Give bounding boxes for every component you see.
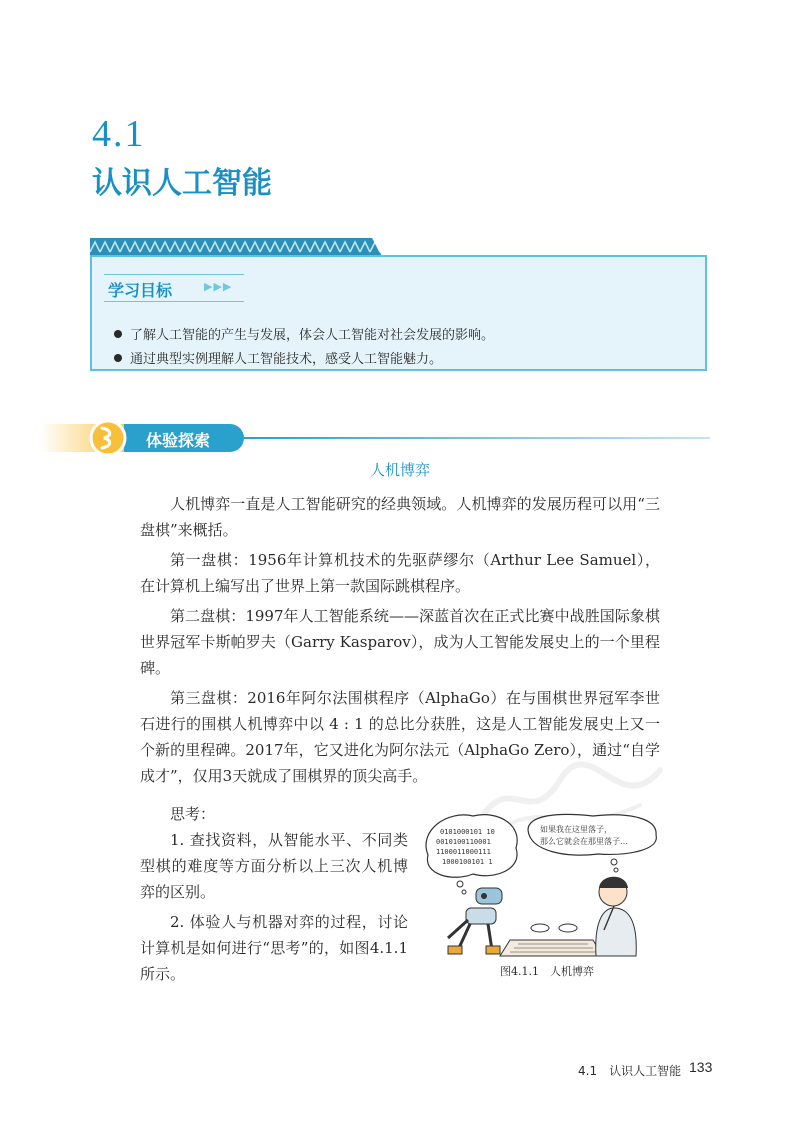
explore-banner-text: 体验探索 (146, 431, 211, 450)
objective-text: 了解人工智能的产生与发展，体会人工智能对社会发展的影响。 (130, 328, 495, 343)
paragraph-intro: 人机博弈一直是人工智能研究的经典领域。人机博弈的发展历程可以用“三盘棋”来概括。 (140, 495, 660, 539)
objective-text: 通过典型实例理解人工智能技术，感受人工智能魅力。 (130, 352, 443, 367)
binary-line: 1100011000111 (436, 848, 491, 856)
learning-objectives-box (90, 255, 707, 371)
paragraph-game-2: 第二盘棋：1997年人工智能系统——深蓝首次在正式比赛中战胜国际象棋世界冠军卡斯帕罗夫（Garry Kasparov），成为人工智能发展史上的一个里程碑。 (140, 607, 660, 677)
objective-item (114, 324, 494, 343)
activity-subtitle: 人机博弈 (369, 461, 430, 479)
human-thought-line: 那么它就会在那里落子… (540, 837, 628, 846)
human-thought-line: 如果我在这里落子， (540, 825, 612, 834)
bullet-icon (114, 354, 122, 362)
bullet-icon (114, 330, 122, 338)
section-title: 认识人工智能 (92, 166, 272, 201)
binary-line: 0010100110001 (436, 838, 491, 846)
banner-rule (244, 437, 710, 439)
page-number: 133 (689, 1059, 713, 1075)
binary-line: 0101000101 10 (440, 828, 495, 836)
figure-caption: 图4.1.1 人机博弈 (500, 965, 594, 978)
human-robot-game-figure (418, 810, 668, 960)
paragraph-game-1: 第一盘棋：1956年计算机技术的先驱萨缪尔（Arthur Lee Samuel），在计算机上编写出了世界上第一款国际跳棋程序。 (140, 551, 660, 595)
objectives-heading-text: 学习目标 (108, 281, 173, 300)
explore-banner (124, 424, 244, 452)
triple-arrow-icon: ▶▶▶ (204, 280, 233, 293)
robot-icon (448, 888, 502, 954)
paragraph-game-3: 第三盘棋：2016年阿尔法围棋程序（AlphaGo）在与围棋世界冠军李世石进行的围棋人机博弈中以 4 : 1 的总比分获胜，这是人工智能发展史上又一个新的里程碑。2017年，它又进化为阿尔法元（AlphaGo Zero），通过“自学成才”，仅用3天就成了围棋界的顶尖高手。 (140, 689, 660, 785)
binary-line: 1000100101 1 (442, 858, 493, 866)
robot-thought-bubble (426, 815, 517, 894)
zigzag-decoration (90, 238, 382, 256)
think-label: 思考： (170, 805, 216, 823)
go-board-icon (500, 924, 603, 956)
human-player-icon (596, 877, 637, 956)
human-thought-bubble (528, 814, 656, 872)
footer-section-label: 4.1 认识人工智能 (578, 1064, 682, 1078)
swirl-icon (88, 416, 128, 460)
question-2: 2. 体验人与机器对弈的过程，讨论计算机是如何进行“思考”的，如图4.1.1所示。 (140, 913, 408, 983)
objectives-heading (104, 274, 244, 302)
question-1: 1. 查找资料，从智能水平、不同类型棋的难度等方面分析以上三次人机博弈的区别。 (140, 831, 408, 901)
objective-item (114, 348, 442, 367)
section-number: 4.1 (92, 113, 146, 155)
